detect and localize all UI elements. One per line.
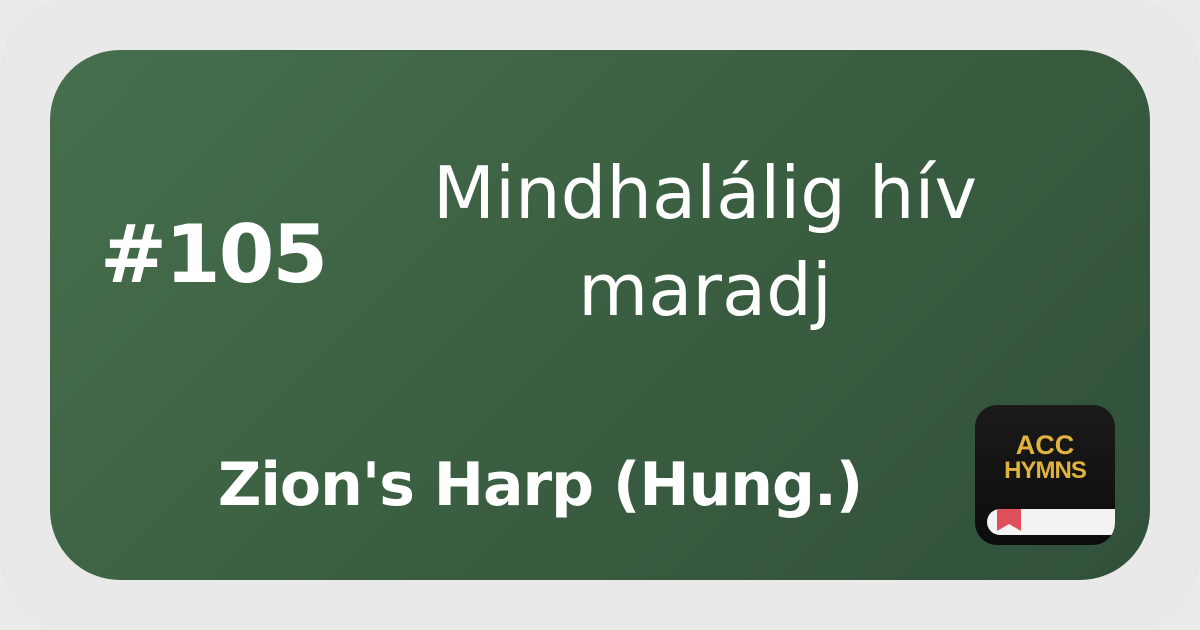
hymn-title	[395, 145, 1015, 339]
bookmark-ribbon-icon	[997, 509, 1021, 531]
hymn-title-line-1: Mindhalálig hív	[432, 151, 978, 235]
hymn-number: #105	[100, 208, 327, 301]
hymn-card	[50, 50, 1150, 580]
acc-hymns-logo-icon	[975, 405, 1115, 545]
hymn-title-line-2: maradj	[578, 248, 832, 332]
hymnal-name: Zion's Harp (Hung.)	[217, 450, 863, 520]
logo-text-line-1: ACC	[1015, 430, 1075, 460]
logo-text-line-2: HYMNS	[1004, 457, 1086, 484]
